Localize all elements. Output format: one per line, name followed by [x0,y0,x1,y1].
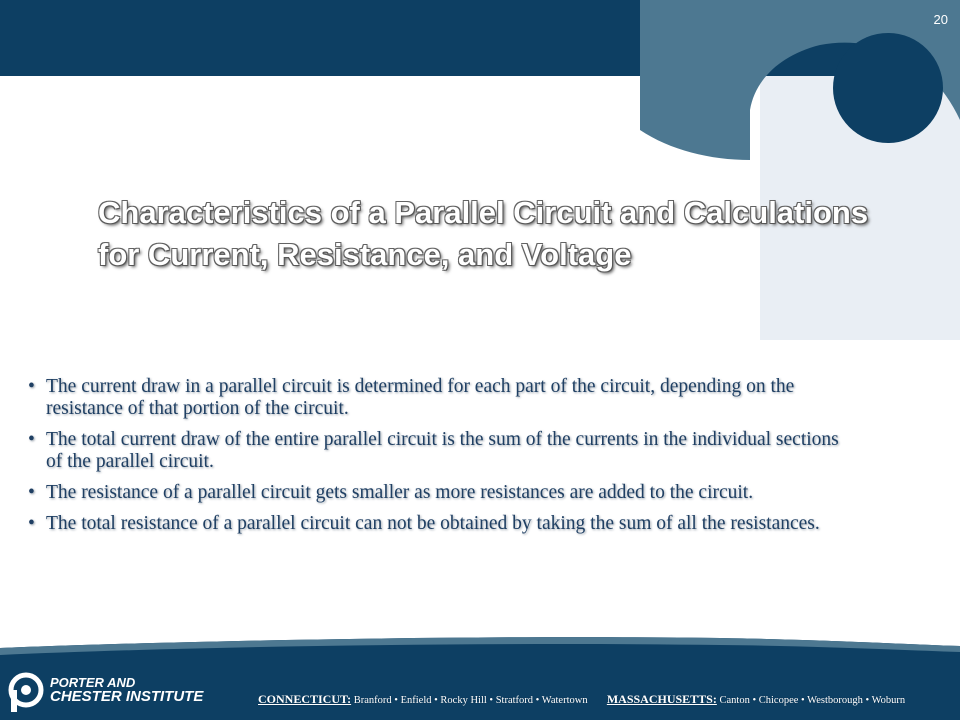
footer-logo-stem [11,690,17,712]
bullet-icon: • [28,429,35,450]
bullet-text: The current draw in a parallel circuit is determined for each part of the circuit, depending on the resistance of that portion of the circuit. [46,376,795,419]
title-line-1: Characteristics of a Parallel Circuit and Calculations [98,195,869,230]
bullet-item [28,482,850,504]
bullet-item [28,376,850,420]
footer-logo [50,676,203,704]
logo-line-2: CHESTER INSTITUTE [50,688,204,705]
logo-circle [833,33,943,143]
bullet-icon: • [28,482,35,503]
bullet-icon: • [28,513,35,534]
bullet-item [28,513,850,535]
massachusetts-locations: Canton • Chicopee • Westborough • Woburn [719,695,906,706]
massachusetts-label: MASSACHUSETTS: [606,692,717,706]
bullet-item [28,429,850,473]
connecticut-locations: Branford • Enfield • Rocky Hill • Stratford • Watertown [353,695,588,706]
connecticut-label: CONNECTICUT: [258,692,352,706]
title-line-2: for Current, Resistance, and Voltage [98,237,632,272]
bullet-text: The total resistance of a parallel circuit can not be obtained by taking the sum of all the resistances. [46,513,820,534]
bullet-text: The resistance of a parallel circuit gets smaller as more resistances are added to the circuit. [46,482,754,503]
footer-locations [258,692,958,707]
logo-line-1: PORTER AND [50,675,136,690]
page-number: 20 [933,12,948,27]
bullet-icon: • [28,376,35,397]
slide-title [98,192,960,276]
footer-logo-dot [21,685,31,695]
bullet-text: The total current draw of the entire parallel circuit is the sum of the currents in the individual sections of the parallel circuit. [46,429,839,472]
bullet-list [28,376,850,544]
